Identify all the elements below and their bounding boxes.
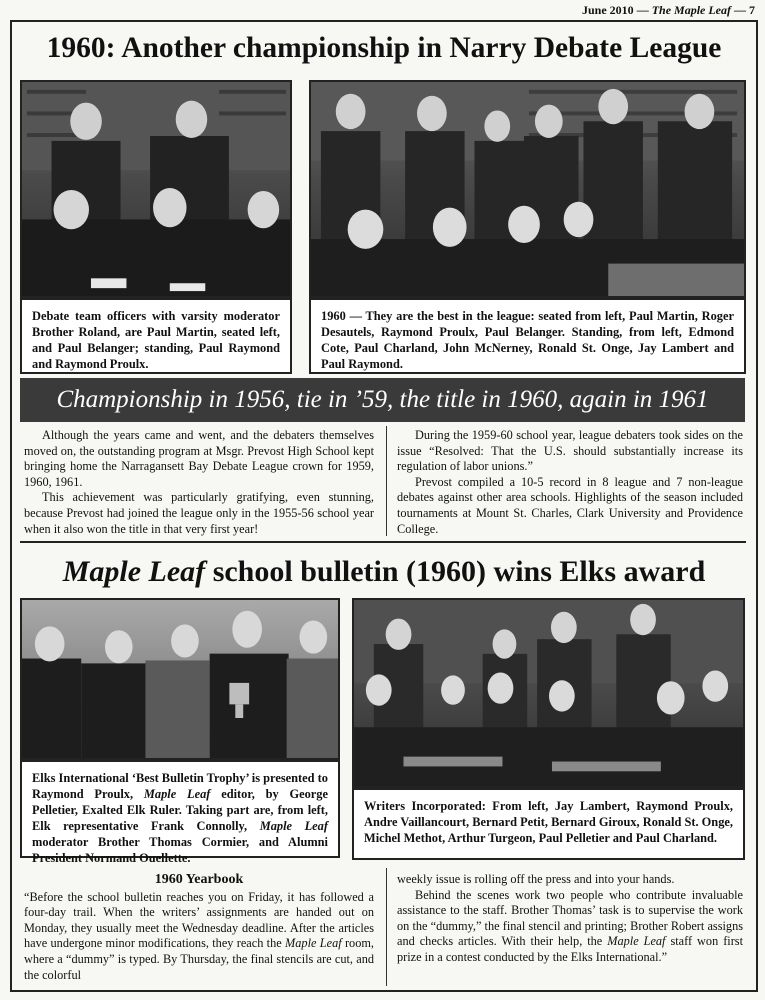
section-divider bbox=[20, 541, 746, 543]
issue-date: June 2010 bbox=[582, 3, 634, 17]
publication-name: The Maple Leaf bbox=[651, 3, 731, 17]
writers-caption: Writers Incorporated: From left, Jay Lambert, Raymond Proulx, Andre Vaillancourt, Bernard Petit, Bernard Giroux, Ronald St. Onge, Michel Methot, Arthur Turgeon, Paul Pelletier and Paul Charland. bbox=[352, 788, 745, 860]
paragraph: During the 1959-60 school year, league debaters took sides on the issue “Resolved: That the U.S. should substantially increase its regulation of labor unions.” bbox=[397, 428, 743, 474]
team-photo bbox=[309, 80, 746, 298]
yearbook-body-right bbox=[397, 872, 743, 966]
trophy-caption: Elks International ‘Best Bulletin Trophy’ is presented to Raymond Proulx, Maple Leaf editor, by George Pelletier, Exalted Elk Ruler. Taking part are, from left, Elk representative Frank Connolly, Maple Leaf moderator Brother Thomas Cormier, and Alumni President Normand Ouellette. bbox=[20, 760, 340, 858]
elks-headline: Maple Leaf school bulletin (1960) wins Elks award bbox=[62, 555, 706, 588]
headline-title: Maple Leaf bbox=[62, 555, 206, 588]
trophy-photo bbox=[20, 598, 340, 760]
paragraph: weekly issue is rolling off the press and into your hands. bbox=[397, 872, 675, 886]
team-caption: 1960 — They are the best in the league: seated from left, Paul Martin, Roger Desautels, Raymond Proulx, Paul Belanger. Standing, from left, Edmond Cote, Paul Charland, John McNerney, Ronald St. Onge, Jay Lambert and Paul Raymond. bbox=[309, 298, 746, 374]
column-divider bbox=[386, 868, 387, 986]
writers-photo bbox=[352, 598, 745, 788]
yearbook-body-left bbox=[24, 872, 374, 983]
officers-caption: Debate team officers with varsity moderator Brother Roland, are Paul Martin, seated left, and Paul Belanger; standing, Paul Raymond and Raymond Proulx. bbox=[20, 298, 292, 374]
paragraph: This achievement was particularly gratifying, even stunning, because Prevost had joined the league only in the 1955-56 school year when it also won the title in that very first year! bbox=[24, 490, 374, 536]
debate-body-right bbox=[397, 428, 743, 537]
paragraph: Although the years came and went, and the debaters themselves moved on, the outstanding program at Msgr. Prevost High School kept bringing home the Narragansett Bay Debate League crown for 1959, 1960, 1961. bbox=[24, 428, 374, 489]
page-number: — 7 bbox=[731, 3, 755, 17]
officers-photo bbox=[20, 80, 292, 298]
paragraph: Behind the scenes work two people who contribute invaluable assistance to the staff. Brother Thomas’ task is to supervise the work on the “dummy,” the final stencil and printing; Brother Robert assigns and checks articles. With their help, the Maple Leaf staff won first prize in a contest conducted by the Elks International.” bbox=[397, 887, 743, 964]
championship-banner: Championship in 1956, tie in ’59, the title in 1960, again in 1961 bbox=[20, 378, 745, 422]
debate-body-left bbox=[24, 428, 374, 537]
yearbook-heading: 1960 Yearbook bbox=[154, 872, 244, 887]
running-head: June 2010 — The Maple Leaf — 7 bbox=[582, 3, 755, 17]
paragraph: Prevost compiled a 10-5 record in 8 league and 7 non-league debates against other area schools. Highlights of the season included tournaments at Mount St. Charles, Clark University and Providence College. bbox=[397, 474, 743, 536]
column-divider bbox=[386, 426, 387, 536]
debate-headline: 1960: Another championship in Narry Debate League bbox=[46, 32, 722, 64]
paragraph: “Before the school bulletin reaches you on Friday, it has followed a four-day trail. When the writers’ assignments are handed out on Monday, they usually meet the Wednesday deadline. After the articles have undergone minor modifications, they reach the Maple Leaf room, where a “dummy” is typed. By Thursday, the final stencils are cut, and the colorful bbox=[24, 889, 374, 982]
